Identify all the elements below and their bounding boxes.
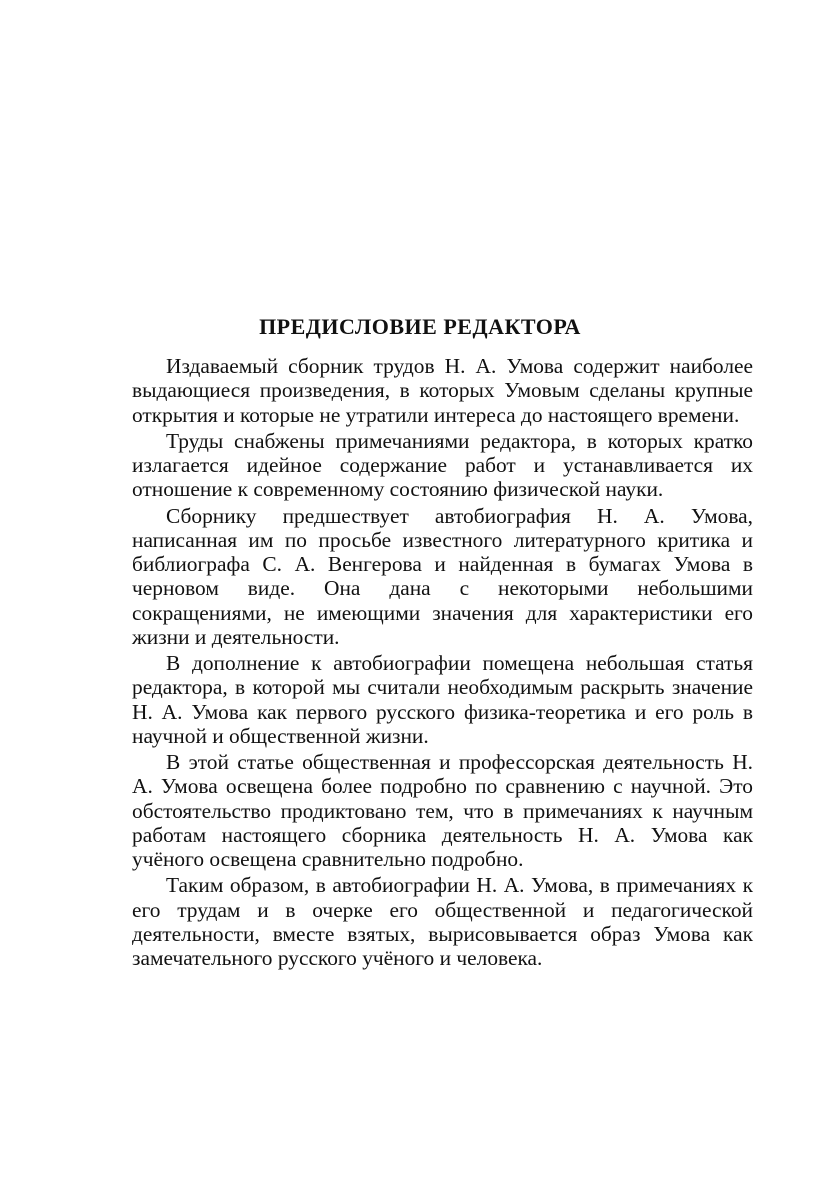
preface-text bbox=[132, 354, 753, 972]
paragraph-1: Издаваемый сборник трудов Н. А. Умова содержит наиболее выдающиеся произведения, в которых Умовым сделаны крупные открытия и которые не утратили интереса до настоящего времени. bbox=[132, 354, 753, 427]
paragraph-3: Сборнику предшествует автобиография Н. А. Умова, написанная им по просьбе известного литературного критика и библиографа С. А. Венгерова и найденная в бумагах Умова в черновом виде. Она дана с некоторыми небольшими сокращениями, не имеющими значения для характеристики его жизни и деятельности. bbox=[132, 503, 753, 649]
paragraph-5: В этой статье общественная и профессорская деятельность Н. А. Умова освещена более подробно по сравнению с научной. Это обстоятельство продиктовано тем, что в примечаниях к научным работам настоящего сборника деятельность Н. А. Умова как учёного освещена сравнительно подробно. bbox=[132, 750, 753, 871]
paragraph-4: В дополнение к автобиографии помещена небольшая статья редактора, в которой мы считали необходимым раскрыть значение Н. А. Умова как первого русского физика-теоретика и его роль в научной и общественной жизни. bbox=[132, 651, 753, 748]
paragraph-2: Труды снабжены примечаниями редактора, в которых кратко излагается идейное содержание работ и устанавливается их отношение к современному состоянию физической науки. bbox=[132, 428, 753, 502]
paragraph-6: Таким образом, в автобиографии Н. А. Умова, в примечаниях к его трудам и в очерке его общественной и педагогической деятельности, вместе взятых, вырисовывается образ Умова как замечательного русского учёного и человека. bbox=[132, 873, 753, 970]
page-title: ПРЕДИСЛОВИЕ РЕДАКТОРА bbox=[259, 314, 581, 339]
